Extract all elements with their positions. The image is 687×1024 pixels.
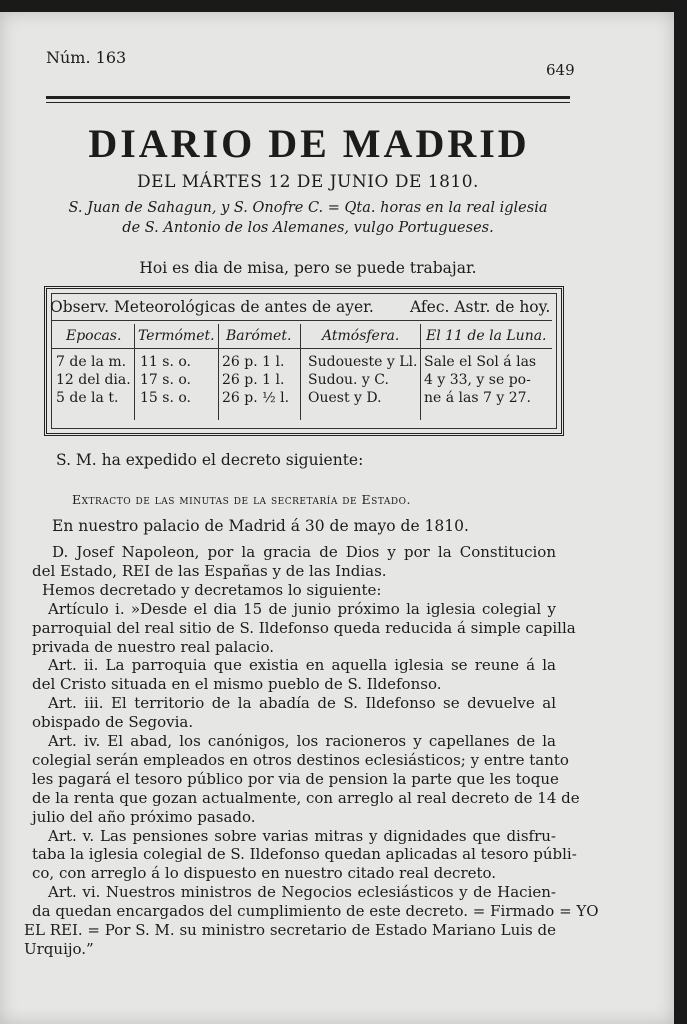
row2-atmosfera: Sudou. y C. bbox=[308, 372, 389, 388]
luna-line-2: 4 y 33, y se po- bbox=[424, 372, 531, 388]
article-line: obispado de Segovia. bbox=[32, 713, 194, 732]
article-line: Art. iii. El territorio de la abadía de S. Ildefonso se devuelve al bbox=[48, 694, 556, 713]
extract-heading: Extracto de las minutas de la secretaría de Estado. bbox=[72, 492, 411, 507]
header-rule bbox=[46, 96, 570, 99]
row2-barometro: 26 p. 1 l. bbox=[222, 372, 285, 388]
article-line: del Cristo situada en el mismo pueblo de S. Ildefonso. bbox=[32, 675, 442, 694]
table-rule-2 bbox=[52, 348, 552, 349]
article-line: taba la iglesia colegial de S. Ildefonso quedan aplicadas al tesoro públi- bbox=[32, 845, 577, 864]
col-header-epocas: Epocas. bbox=[66, 328, 122, 344]
weather-heading: Observ. Meteorológicas de antes de ayer. bbox=[50, 298, 374, 316]
article-line: Art. v. Las pensiones sobre varias mitras y dignidades que disfru- bbox=[48, 826, 556, 845]
row3-termometro: 15 s. o. bbox=[140, 390, 191, 406]
article-line: parroquial del real sitio de S. Ildefonso queda reducida á simple capilla bbox=[32, 618, 576, 637]
masthead-title: DIARIO DE MADRID bbox=[88, 121, 530, 166]
article-line: co, con arreglo á lo dispuesto en nuestro citado real decreto. bbox=[32, 864, 497, 883]
table-rule-1 bbox=[52, 320, 552, 321]
article-line: Artículo i. »Desde el dia 15 de junio próximo la iglesia colegial y bbox=[48, 599, 556, 618]
col-header-termometro: Termómet. bbox=[138, 328, 215, 344]
issue-number: Núm. 163 bbox=[46, 48, 127, 67]
article-line: de la renta que gozan actualmente, con arreglo al real decreto de 14 de bbox=[32, 788, 580, 807]
article-line: Art. vi. Nuestros ministros de Negocios eclesiásticos y de Hacien- bbox=[48, 883, 556, 902]
row1-epoca: 7 de la m. bbox=[56, 354, 127, 370]
article-line: les pagará el tesoro público por via de pension la parte que les toque bbox=[32, 769, 559, 788]
col-header-barometro: Barómet. bbox=[226, 328, 292, 344]
saints-line-2: de S. Antonio de los Alemanes, vulgo Portugueses. bbox=[122, 220, 494, 236]
article-line: Urquijo.” bbox=[24, 939, 94, 958]
row3-barometro: 26 p. ½ l. bbox=[222, 390, 290, 406]
article-line: privada de nuestro real palacio. bbox=[32, 637, 275, 656]
luna-line-1: Sale el Sol á las bbox=[424, 354, 537, 370]
article-line: colegial serán empleados en otros destinos eclesiásticos; y entre tanto bbox=[32, 750, 569, 769]
astro-heading: Afec. Astr. de hoy. bbox=[410, 298, 551, 316]
row1-barometro: 26 p. 1 l. bbox=[222, 354, 285, 370]
article-line: julio del año próximo pasado. bbox=[32, 807, 256, 826]
mass-note: Hoi es dia de misa, pero se puede trabajar. bbox=[139, 259, 477, 277]
newspaper-page bbox=[0, 12, 674, 1024]
date-line: DEL MÁRTES 12 DE JUNIO DE 1810. bbox=[137, 172, 479, 192]
col-divider-2 bbox=[218, 324, 219, 420]
article-intro: S. M. ha expedido el decreto siguiente: bbox=[56, 451, 364, 469]
row2-termometro: 17 s. o. bbox=[140, 372, 191, 388]
page-number: 649 bbox=[546, 61, 575, 79]
row1-termometro: 11 s. o. bbox=[140, 354, 191, 370]
article-line: Hemos decretado y decretamos lo siguiente: bbox=[42, 580, 382, 599]
article-line: da quedan encargados del cumplimiento de este decreto. = Firmado = YO bbox=[32, 902, 599, 921]
col-divider-1 bbox=[134, 324, 135, 420]
row1-atmosfera: Sudoueste y Ll. bbox=[308, 354, 418, 370]
col-header-luna: El 11 de la Luna. bbox=[426, 328, 547, 344]
col-divider-3 bbox=[300, 324, 301, 420]
luna-line-3: ne á las 7 y 27. bbox=[424, 390, 531, 406]
col-divider-4 bbox=[420, 324, 421, 420]
place-date: En nuestro palacio de Madrid á 30 de mayo de 1810. bbox=[52, 517, 469, 535]
article-line: Art. ii. La parroquia que existia en aquella iglesia se reune á la bbox=[48, 656, 556, 675]
article-line: Art. iv. El abad, los canónigos, los racioneros y capellanes de la bbox=[48, 732, 556, 750]
row2-epoca: 12 del dia. bbox=[56, 372, 131, 388]
article-line: D. Josef Napoleon, por la gracia de Dios y por la Constitucion bbox=[52, 543, 556, 561]
row3-epoca: 5 de la t. bbox=[56, 390, 119, 406]
header-rule-thin bbox=[46, 102, 570, 103]
article-line: EL REI. = Por S. M. su ministro secretario de Estado Mariano Luis de bbox=[24, 921, 556, 939]
article-line: del Estado, REI de las Españas y de las Indias. bbox=[32, 561, 387, 580]
saints-line-1: S. Juan de Sahagun, y S. Onofre C. = Qta. horas en la real iglesia bbox=[68, 200, 548, 216]
row3-atmosfera: Ouest y D. bbox=[308, 390, 382, 406]
col-header-atmosfera: Atmósfera. bbox=[322, 328, 400, 344]
